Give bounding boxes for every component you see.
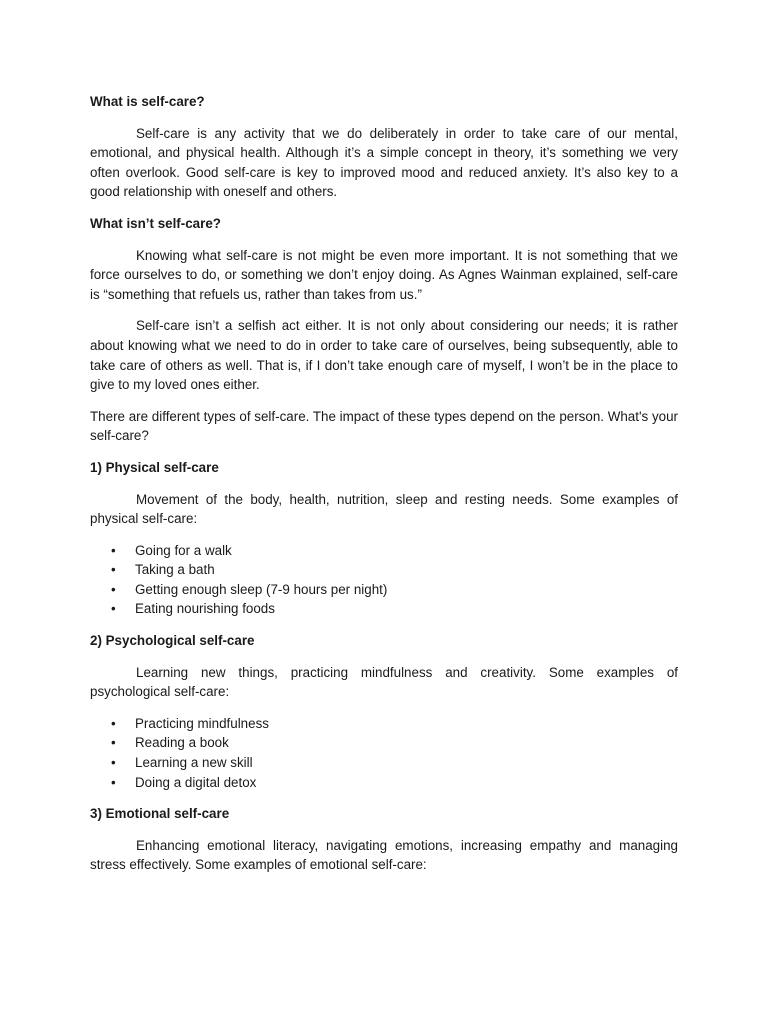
- bullet-icon: •: [111, 581, 116, 597]
- bullet-icon: •: [111, 715, 116, 731]
- list-item: • Eating nourishing foods: [90, 599, 678, 619]
- bullet-icon: •: [111, 601, 116, 617]
- paragraph-psychological: Learning new things, practicing mindfulness and creativity. Some examples of psychological self-care:: [90, 664, 678, 700]
- bullet-icon: •: [111, 774, 116, 790]
- paragraph-what-isnt-1: Knowing what self-care is not might be even more important. It is not something that we force ourselves to do, or something we don’t enjoy doing. As Agnes Wainman explained, self-care is “something that refuels us, rather than takes from us.”: [90, 247, 678, 302]
- list-physical-examples: [90, 541, 678, 619]
- heading-emotional-self-care: 3) Emotional self-care: [90, 806, 230, 822]
- heading-what-isnt-self-care: What isn’t self-care?: [90, 215, 221, 231]
- list-item: • Practicing mindfulness: [90, 714, 678, 734]
- paragraph-intro: There are different types of self-care. The impact of these types depend on the person. What's your self-care?: [90, 408, 678, 444]
- bullet-icon: •: [111, 542, 116, 558]
- list-item: • Taking a bath: [90, 560, 678, 580]
- paragraph-physical: Movement of the body, health, nutrition, sleep and resting needs. Some examples of physical self-care:: [90, 491, 678, 527]
- document-page: [90, 92, 678, 887]
- list-psychological-examples: [90, 714, 678, 792]
- bullet-icon: •: [111, 755, 116, 771]
- heading-physical-self-care: 1) Physical self-care: [90, 459, 219, 475]
- list-item: • Doing a digital detox: [90, 773, 678, 793]
- list-item: • Reading a book: [90, 733, 678, 753]
- heading-psychological-self-care: 2) Psychological self-care: [90, 633, 255, 649]
- paragraph-emotional: Enhancing emotional literacy, navigating emotions, increasing empathy and managing stress effectively. Some examples of emotional self-care:: [90, 837, 678, 873]
- list-item: • Going for a walk: [90, 541, 678, 561]
- bullet-icon: •: [111, 562, 116, 578]
- list-item: • Learning a new skill: [90, 753, 678, 773]
- bullet-icon: •: [111, 735, 116, 751]
- list-item: • Getting enough sleep (7-9 hours per night): [90, 580, 678, 600]
- paragraph-what-is: Self-care is any activity that we do deliberately in order to take care of our mental, emotional, and physical health. Although it’s a simple concept in theory, it’s something we very often overlook. Good self-care is key to improved mood and reduced anxiety. It’s also key to a good relationship with oneself and others.: [90, 125, 678, 200]
- paragraph-what-isnt-2: Self-care isn’t a selfish act either. It is not only about considering our needs; it is rather about knowing what we need to do in order to take care of ourselves, being subsequently, able to take care of others as well. That is, if I don’t take enough care of myself, I won’t be in the place to give to my loved ones either.: [90, 318, 678, 393]
- heading-what-is-self-care: What is self-care?: [90, 94, 205, 109]
